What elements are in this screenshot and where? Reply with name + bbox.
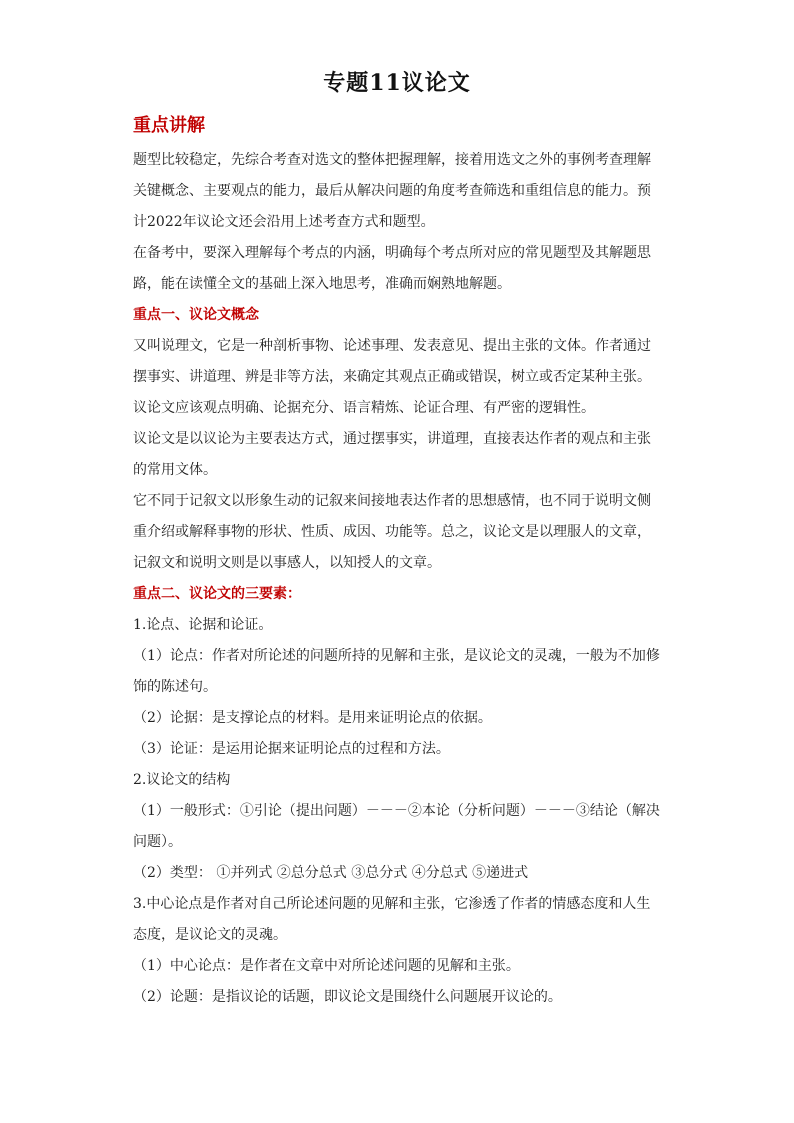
paragraph: （1）论点：作者对所论述的问题所持的见解和主张，是议论文的灵魂，一般为不加修饰的陈述句。 [133, 648, 660, 695]
paragraph: （1）一般形式：①引论（提出问题）－－－②本论（分析问题）－－－③结论（解决问题）。 [133, 803, 660, 850]
paragraph: 题型比较稳定，先综合考查对选文的整体把握理解，接着用选文之外的事例考查理解关键概念、主要观点的能力，最后从解决问题的角度考查筛选和重组信息的能力。预计2022年议论文还会沿用上述考查方式和题型。 [133, 152, 651, 230]
section-heading: 重点讲解 [133, 115, 205, 136]
paragraph: 在备考中，要深入理解每个考点的内涵，明确每个考点所对应的常见题型及其解题思路，能在读懂全文的基础上深入地思考，准确而娴熟地解题。 [133, 245, 651, 292]
paragraph: 议论文是以议论为主要表达方式，通过摆事实，讲道理，直接表达作者的观点和主张的常用文体。 [133, 431, 651, 478]
paragraph: 议论文应该观点明确、论据充分、语言精炼、论证合理、有严密的逻辑性。 [133, 400, 595, 416]
paragraph: 它不同于记叙文以形象生动的记叙来间接地表达作者的思想感情，也不同于说明文侧重介绍或解释事物的形状、性质、成因、功能等。总之，议论文是以理服人的文章，记叙文和说明文则是以事感人，以知授人的文章。 [133, 493, 651, 571]
point1-heading: 重点一、议论文概念 [133, 307, 259, 323]
paragraph: （2）论据：是支撑论点的材料。是用来证明论点的依据。 [133, 710, 492, 726]
paragraph: 1.论点、论据和论证。 [133, 617, 273, 633]
paragraph: （3）论证：是运用论据来证明论点的过程和方法。 [133, 741, 450, 757]
document-body [133, 145, 663, 1013]
paragraph: （2）论题：是指议论的话题，即议论文是围绕什么问题展开议论的。 [133, 989, 562, 1005]
document-title: 专题11议论文 [323, 70, 471, 96]
point2-heading: 重点二、议论文的三要素： [133, 586, 301, 602]
paragraph: 又叫说理文，它是一种剖析事物、论述事理、发表意见、提出主张的文体。作者通过摆事实、讲道理、辨是非等方法，来确定其观点正确或错误，树立或否定某种主张。 [133, 338, 651, 385]
paragraph: （2）类型： ①并列式 ②总分总式 ③总分式 ④分总式 ⑤递进式 [133, 865, 529, 881]
paragraph: 3.中心论点是作者对自己所论述问题的见解和主张，它渗透了作者的情感态度和人生态度，是议论文的灵魂。 [133, 896, 651, 943]
paragraph: （1）中心论点：是作者在文章中对所论述问题的见解和主张。 [133, 958, 520, 974]
paragraph: 2.议论文的结构 [133, 772, 231, 788]
